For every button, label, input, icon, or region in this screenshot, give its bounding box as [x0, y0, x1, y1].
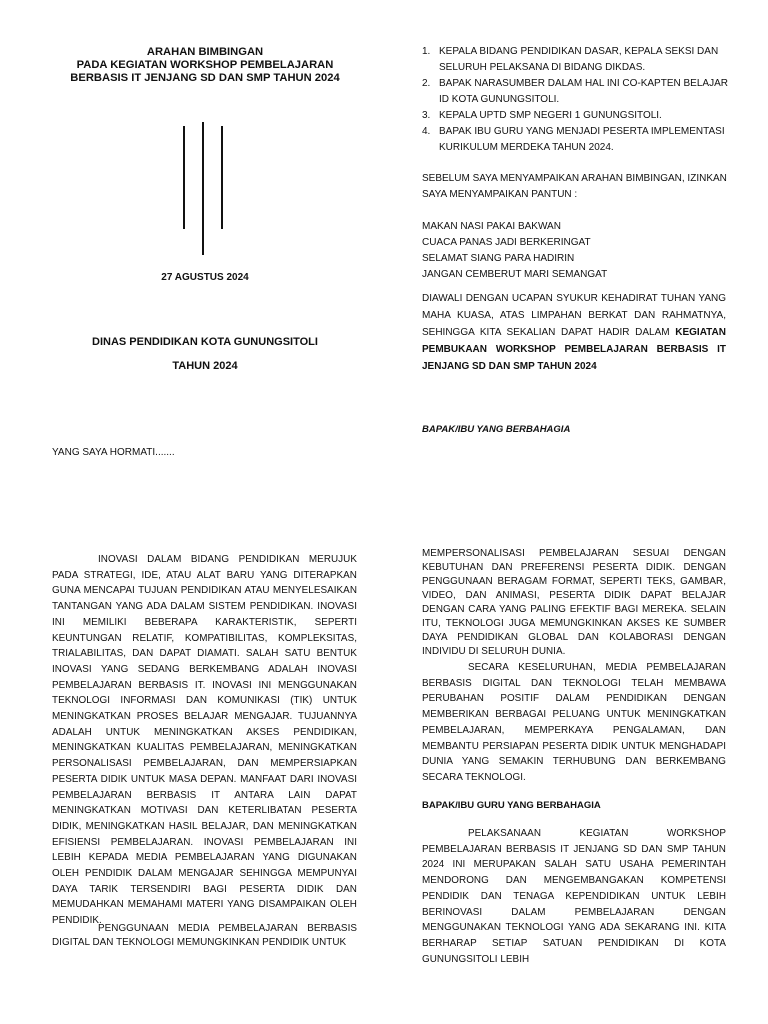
decorative-line-right	[221, 126, 223, 229]
greeting-heading-2: BAPAK/IBU GURU YANG BERBAHAGIA	[422, 800, 601, 811]
list-item: 4. BAPAK IBU GURU YANG MENJADI PESERTA IMPLEMENTASI KURIKULUM MERDEKA TAHUN 2024.	[422, 126, 725, 153]
title-line-1: ARAHAN BIMBINGAN	[146, 46, 264, 58]
decorative-line-center	[202, 122, 204, 255]
addressee-list	[422, 44, 728, 156]
title-line-2: PADA KEGIATAN WORKSHOP PEMBELAJARAN	[76, 59, 334, 71]
opening-paragraph	[422, 290, 726, 375]
event-date: 27 AGUSTUS 2024	[161, 272, 249, 283]
organization-year: TAHUN 2024	[172, 360, 238, 372]
body-paragraph-workshop: PELAKSANAAN KEGIATAN WORKSHOP PEMBELAJARAN BERBASIS IT JENJANG SD DAN SMP TAHUN 2024 INI MERUPAKAN SALAH SATU USAHA PEMERINTAH MENDORONG DAN MENGEMBANGAKAN KOMPETENSI PENDIDIK DAN TENAGA KEPENDIDIKAN UNTUK LEBIH BERINOVASI DALAM PEMBELAJARAN DENGAN MENGGUNAKAN TEKNOLOGI YANG ADA SEKARANG INI. KITA BERHARAP SETIAP SATUAN PENDIDIKAN DI KOTA GUNUNGSITOLI LEBIH	[422, 828, 726, 965]
body-paragraph-innovation: INOVASI DALAM BIDANG PENDIDIKAN MERUJUK PADA STRATEGI, IDE, ATAU ALAT BARU YANG DITERAPKAN GUNA MENCAPAI TUJUAN PENDIDIKAN ATAU MENYELESAIKAN TANTANGAN YANG ADA DALAM SISTEM PENDIDIKAN. INOVASI INI MEMILIKI BEBERAPA KARAKTERISTIK, SEPERTI KEUNTUNGAN RELATIF, KOMPATIBILITAS, KOMPLEKSITAS, TRIALABILITAS, DAN DAPAT DIAMATI. SALAH SATU BENTUK INOVASI YANG SEDANG BERKEMBANG ADALAH INOVASI PEMBELAJARAN BERBASIS IT. INOVASI INI MENGGUNAKAN TEKNOLOGI INFORMASI DAN KOMUNIKASI (TIK) UNTUK MENINGKATKAN PROSES BELAJAR MENGAJAR. TUJUANNYA ADALAH UNTUK MENINGKATKAN AKSES PENDIDIKAN, MENINGKATKAN KUALITAS PEMBELAJARAN, MENINGKATKAN PERSONALISASI PEMBELAJARAN, DAN MEMPERSIAPKAN PESERTA DIDIK UNTUK MASA DEPAN. MANFAAT DARI INOVASI PEMBELAJARAN BERBASIS IT ANTARA LAIN DAPAT MENINGKATKAN MOTIVASI DAN KETERLIBATAN PESERTA DIDIK, MENINGKATKAN HASIL BELAJAR, DAN MENINGKATKAN EFISIENSI PEMBELAJARAN. INOVASI PEMBELAJARAN INI LEBIH KEPADA MEDIA PEMBELAJARAN YANG DIGUNAKAN OLEH PENDIDIK DALAM MENGAJAR SEHINGGA MEMPUNYAI DAYA TARIK TERSENDIRI BAGI PESERTA DIDIK DAN MEMUDAHKAN MEMAHAMI MATERI YANG DISAMPAIKAN OLEH PENDIDIK.	[52, 554, 357, 927]
list-item: 2. BAPAK NARASUMBER DALAM HAL INI CO-KAPTEN BELAJAR ID KOTA GUNUNGSITOLI.	[422, 78, 728, 105]
body-paragraph-digital-media: PENGGUNAAN MEDIA PEMBELAJARAN BERBASIS DIGITAL DAN TEKNOLOGI MEMUNGKINKAN PENDIDIK UNTUK	[52, 923, 357, 948]
decorative-line-left	[183, 126, 185, 229]
opening-event-name: KEGIATAN PEMBUKAAN WORKSHOP PEMBELAJARAN BERBASIS IT JENJANG SD DAN SMP TAHUN 2024	[422, 327, 726, 372]
body-paragraph-summary: SECARA KESELURUHAN, MEDIA PEMBELAJARAN BERBASIS DIGITAL DAN TEKNOLOGI TELAH MEMBAWA PERUBAHAN POSITIF DALAM PENDIDIKAN DENGAN MEMBERIKAN BERBAGAI PELUANG UNTUK MENINGKATKAN PEMBELAJARAN, MEMPERKAYA PENGALAMAN, DAN MEMBANTU PERSIAPAN PESERTA DIDIK UNTUK MENGHADAPI DUNIA YANG SEMAKIN TERHUBUNG DAN BERKEMBANG SECARA TEKNOLOGI.	[422, 662, 726, 783]
honorific-salutation: YANG SAYA HORMATI.......	[52, 447, 175, 458]
pantun-line: SELAMAT SIANG PARA HADIRIN	[422, 253, 575, 264]
pantun-line: CUACA PANAS JADI BERKERINGAT	[422, 237, 591, 248]
organization-name: DINAS PENDIDIKAN KOTA GUNUNGSITOLI	[92, 336, 318, 348]
pantun-line: JANGAN CEMBERUT MARI SEMANGAT	[422, 269, 608, 280]
title-line-3: BERBASIS IT JENJANG SD DAN SMP TAHUN 2024	[70, 72, 340, 84]
list-item: 1. KEPALA BIDANG PENDIDIKAN DASAR, KEPALA SEKSI DAN SELURUH PELAKSANA DI BIDANG DIKDAS.	[422, 46, 719, 73]
list-item: 3. KEPALA UPTD SMP NEGERI 1 GUNUNGSITOLI.	[422, 110, 662, 121]
document-title	[52, 46, 358, 85]
pantun	[422, 219, 607, 283]
body-paragraph-personalization: MEMPERSONALISASI PEMBELAJARAN SESUAI DENGAN KEBUTUHAN DAN PREFERENSI PESERTA DIDIK. DENGAN PENGGUNAAN BERAGAM FORMAT, SEPERTI TEKS, GAMBAR, VIDEO, DAN ANIMASI, PESERTA DIDIK DAPAT BELAJAR DENGAN CARA YANG PALING EFEKTIF BAGI MEREKA. SELAIN ITU, TEKNOLOGI JUGA MEMUNGKINKAN AKSES KE SUMBER DAYA PENDIDIKAN GLOBAL DAN KOLABORASI DENGAN INDIVIDU DI SELURUH DUNIA.	[422, 548, 726, 657]
intro-paragraph: SEBELUM SAYA MENYAMPAIKAN ARAHAN BIMBINGAN, IZINKAN SAYA MENYAMPAIKAN PANTUN :	[422, 173, 727, 200]
greeting-heading-1: BAPAK/IBU YANG BERBAHAGIA	[422, 424, 571, 435]
opening-text: DIAWALI DENGAN UCAPAN SYUKUR KEHADIRAT TUHAN YANG MAHA KUASA, ATAS LIMPAHAN BERKAT DAN RAHMATNYA, SEHINGGA KITA SEKALIAN DAPAT HADIR DALAM	[422, 293, 726, 338]
pantun-line: MAKAN NASI PAKAI BAKWAN	[422, 221, 561, 232]
